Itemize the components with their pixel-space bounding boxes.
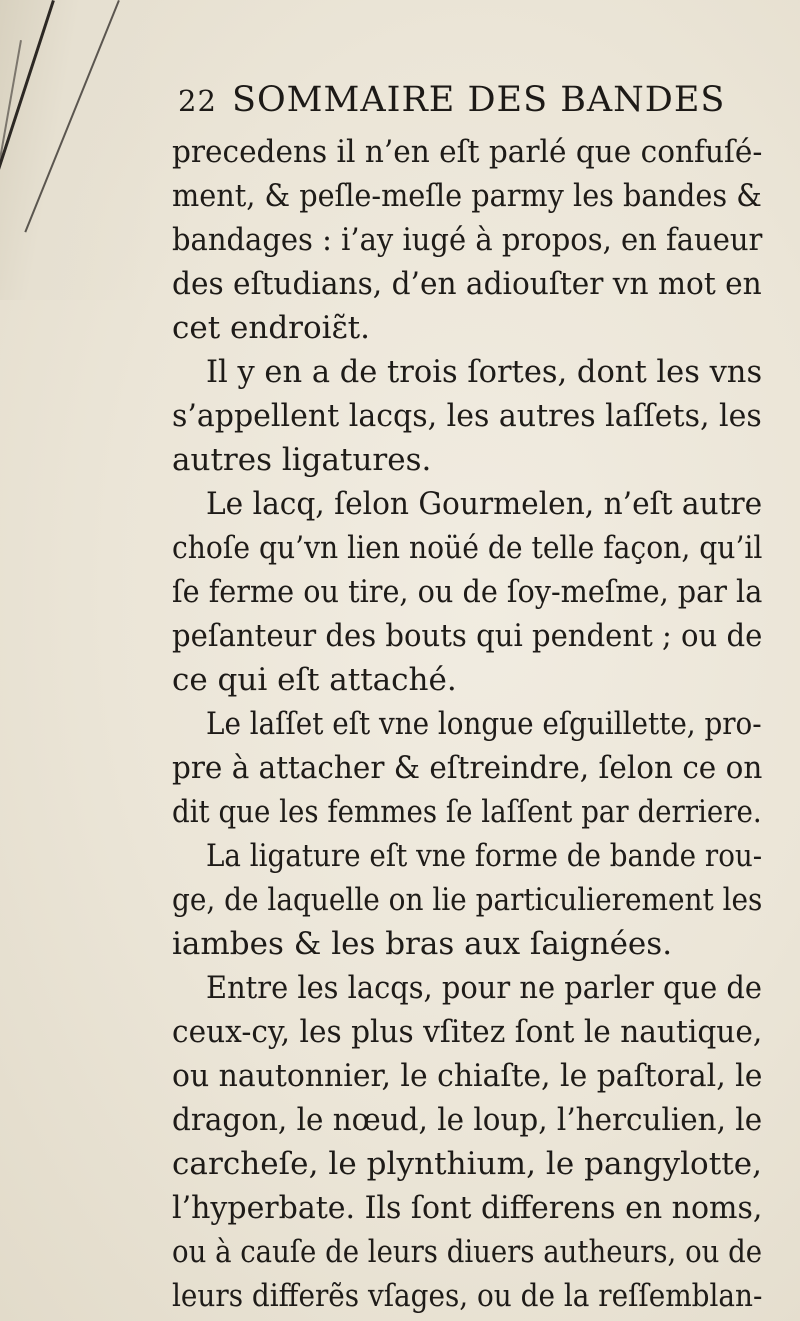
text-line: ou à cauſe de leurs diuers autheurs, ou de bbox=[172, 1234, 763, 1270]
text-line: ceux-cy, les plus vſitez ſont le nautique, bbox=[172, 1014, 763, 1050]
text-line: ge, de laquelle on lie particulierement les bbox=[172, 882, 763, 918]
text-line: choſe qu’vn lien noüé de telle façon, qu’il bbox=[172, 530, 763, 566]
text-line: dit que les femmes ſe laſſent par derriere. bbox=[172, 794, 762, 830]
text-line: des eſtudians, d’en adiouſter vn mot en bbox=[172, 266, 762, 302]
text-line: iambes & les bras aux ſaignées. bbox=[172, 926, 673, 962]
text-line: ſe ferme ou tire, ou de ſoy-meſme, par la bbox=[172, 574, 763, 610]
text-line: Le laſſet eſt vne longue eſguillette, pro- bbox=[206, 706, 762, 742]
page-number: 22 bbox=[178, 84, 217, 118]
text-line: s’appellent lacqs, les autres laſſets, les bbox=[172, 398, 762, 434]
text-line: Entre les lacqs, pour ne parler que de bbox=[206, 970, 762, 1006]
text-line: pre à attacher & eſtreindre, ſelon ce on bbox=[172, 750, 763, 786]
text-line: ou nautonnier, le chiaſte, le paſtoral, le bbox=[172, 1058, 763, 1094]
running-title: SOMMAIRE DES BANDES bbox=[232, 80, 726, 120]
text-line: Il y en a de trois ſortes, dont les vns bbox=[206, 354, 763, 390]
text-line: autres ligatures. bbox=[172, 442, 432, 478]
text-line: Le lacq, ſelon Gourmelen, n’eſt autre bbox=[206, 486, 763, 522]
text-line: bandages : i’ay iugé à propos, en faueur bbox=[172, 222, 763, 258]
text-line: carcheſe, le plynthium, le pangylotte, bbox=[172, 1146, 763, 1182]
text-line: cet endroiɛ̃t. bbox=[172, 310, 370, 346]
text-line: La ligature eſt vne forme de bande rou- bbox=[206, 838, 763, 874]
text-line: ment, & peſle-meſle parmy les bandes & bbox=[172, 178, 762, 214]
text-line: peſanteur des bouts qui pendent ; ou de bbox=[172, 618, 763, 654]
text-line: l’hyperbate. Ils ſont differens en noms, bbox=[172, 1190, 763, 1226]
text-line: precedens il n’en eſt parlé que confuſé- bbox=[172, 134, 763, 170]
page-header bbox=[178, 80, 738, 126]
text-line: leurs differẽs vſages, ou de la reſſemblan- bbox=[172, 1278, 763, 1314]
text-line: dragon, le nœud, le loup, l’herculien, le bbox=[172, 1102, 763, 1138]
folded-page-edge bbox=[0, 0, 150, 300]
text-line: ce qui eſt attaché. bbox=[172, 662, 457, 698]
